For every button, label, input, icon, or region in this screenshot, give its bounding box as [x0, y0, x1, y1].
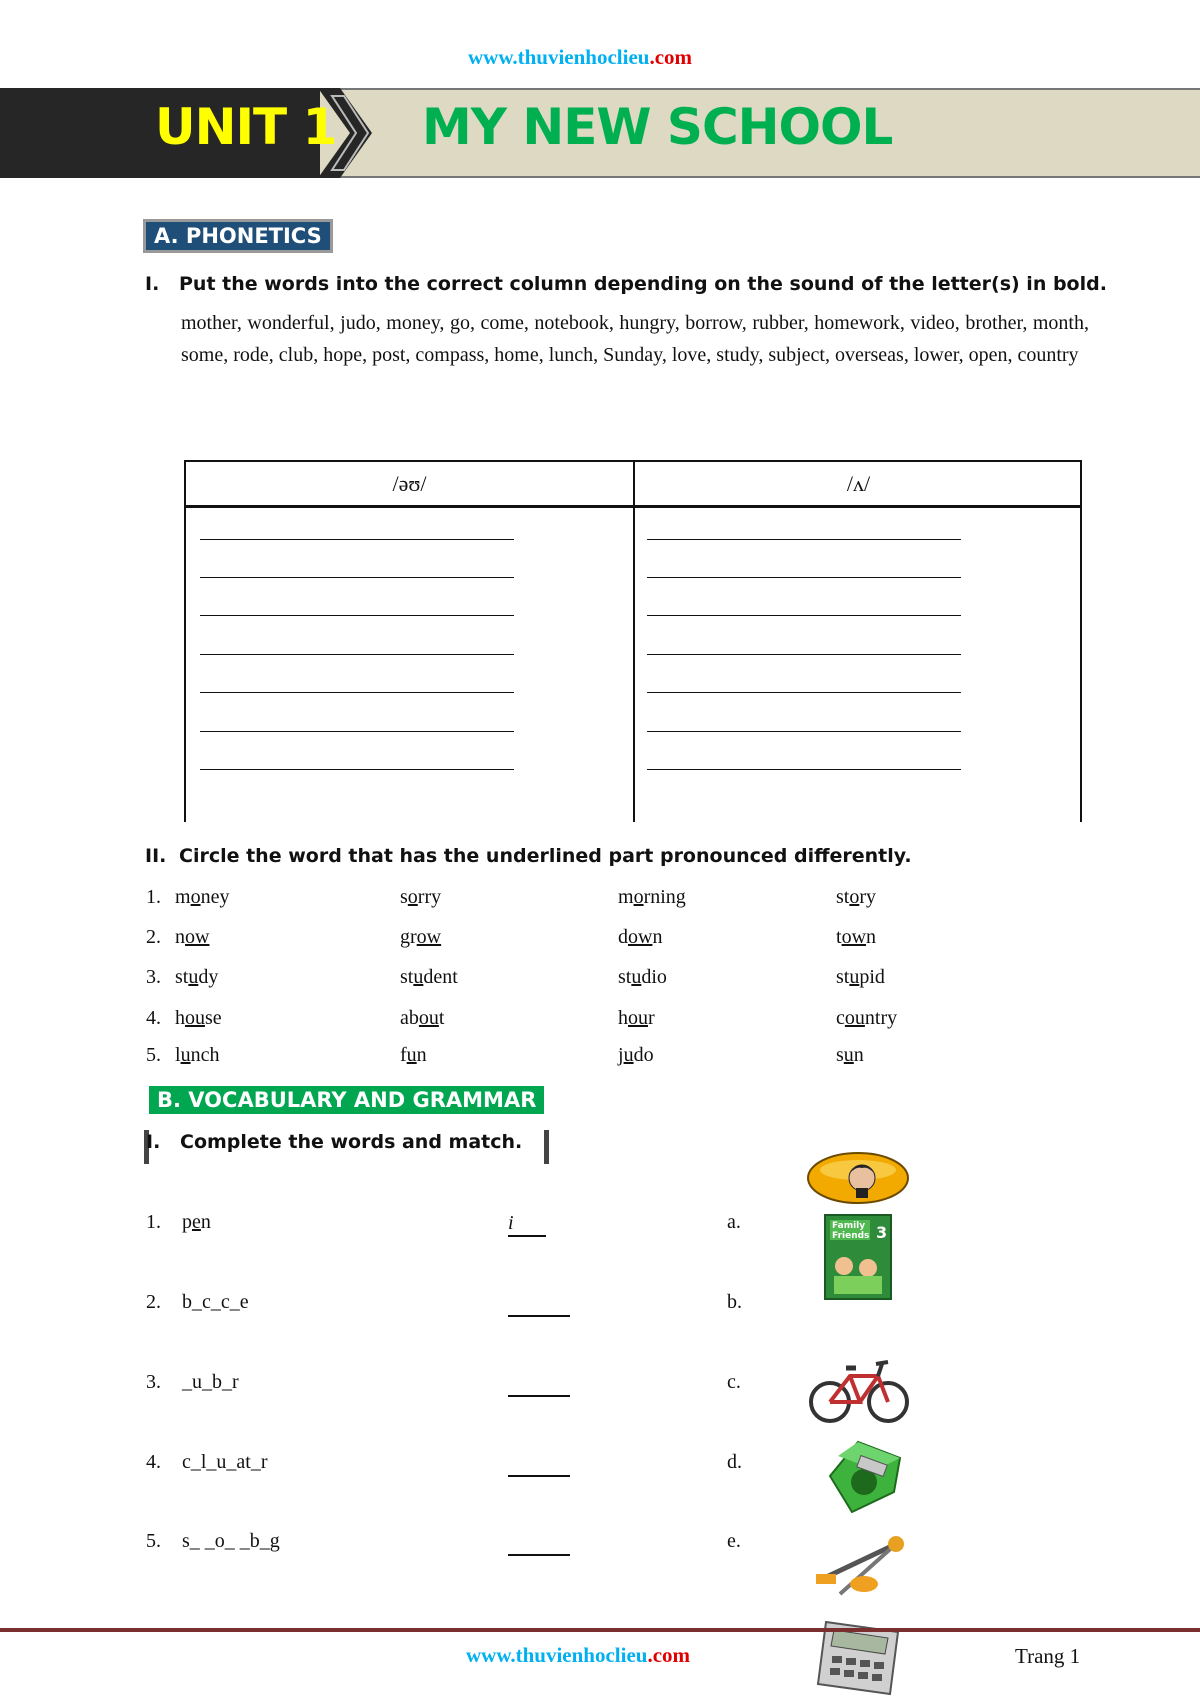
- word-part: dio: [641, 966, 667, 988]
- word-part: m: [175, 886, 191, 908]
- box-right-bar: [544, 1130, 549, 1164]
- word-part: h: [175, 1007, 185, 1029]
- word-part: t: [836, 926, 842, 948]
- underlined-part: ow: [416, 926, 442, 948]
- ex2-word-option[interactable]: [836, 926, 876, 949]
- word-part: d: [618, 926, 628, 948]
- ex2-word-option[interactable]: [175, 926, 209, 949]
- col-header-ou: /əʊ/: [186, 462, 633, 508]
- match-letter: a.: [727, 1211, 741, 1233]
- answer-blank-uh[interactable]: [647, 539, 961, 540]
- ex2-number: II.: [145, 845, 167, 867]
- answer-blank-ou[interactable]: [200, 731, 514, 732]
- word-part: f: [400, 1044, 407, 1066]
- word-list: mother, wonderful, judo, money, go, come, notebook, hungry, borrow, rubber, homework, video, brother, month, some, rode, club, hope, post, compass, home, lunch, Sunday, love, study, subject, overseas, lower, open, country: [181, 312, 1089, 366]
- phonetics-table: [184, 460, 1082, 822]
- underlined-part: u: [188, 966, 199, 988]
- ex2-word-option[interactable]: [836, 966, 885, 989]
- underlined-part: o: [407, 886, 418, 908]
- match-answer-blank[interactable]: [508, 1395, 570, 1397]
- match-letter: e.: [727, 1530, 741, 1552]
- underlined-part: u: [406, 1044, 417, 1066]
- match-answer-blank[interactable]: [508, 1475, 570, 1477]
- word-part: t: [438, 1007, 445, 1029]
- underlined-part: ow: [628, 926, 653, 948]
- word-part: pid: [859, 966, 885, 988]
- section-a-tag: A. PHONETICS: [143, 219, 333, 253]
- section-b-tag: B. VOCABULARY AND GRAMMAR: [149, 1086, 544, 1114]
- ex2-word-option[interactable]: [618, 926, 662, 949]
- answer-blank-ou[interactable]: [200, 615, 514, 616]
- b-ex1-number: I.: [146, 1131, 161, 1153]
- word-part: st: [400, 966, 414, 988]
- b-ex1-instruction: [146, 1131, 522, 1153]
- b-ex1-text: Complete the words and match.: [180, 1131, 523, 1153]
- svg-text:Friends: Friends: [832, 1231, 870, 1241]
- match-item-word: pen: [182, 1211, 211, 1233]
- column-divider: [633, 462, 635, 822]
- ex2-word-option[interactable]: [836, 1044, 864, 1067]
- url-domain: www.thuvienhoclieu: [468, 45, 650, 69]
- word-part: nch: [190, 1044, 220, 1066]
- ex1-number: I.: [145, 273, 160, 295]
- match-answer-blank[interactable]: [508, 1554, 570, 1556]
- compass-icon: [810, 1530, 910, 1600]
- word-part: ry: [859, 886, 877, 908]
- match-item-number: 4.: [146, 1451, 161, 1473]
- unit-label: UNIT 1: [155, 98, 337, 156]
- match-item-word: s_ _o_ _b_g: [182, 1530, 280, 1552]
- ex1-text: Put the words into the correct column depending on the sound of the letter(s) in bold.: [179, 273, 1107, 295]
- ex2-row-number: 1.: [146, 886, 161, 908]
- match-item-word: c_l_u_at_r: [182, 1451, 268, 1473]
- ex2-word-option[interactable]: [836, 1007, 897, 1030]
- word-part: st: [618, 966, 632, 988]
- pencil-case-icon: [806, 1150, 910, 1206]
- ex2-word-option[interactable]: [618, 1044, 654, 1067]
- match-letter: b.: [727, 1291, 742, 1313]
- footer-rule: [0, 1628, 1200, 1632]
- match-item-number: 3.: [146, 1371, 161, 1393]
- ex2-word-option[interactable]: [400, 886, 441, 909]
- word-part: s: [836, 1044, 844, 1066]
- word-part: dy: [198, 966, 219, 988]
- match-answer[interactable]: i: [508, 1211, 546, 1237]
- ex2-row-number: 5.: [146, 1044, 161, 1066]
- answer-blank-ou[interactable]: [200, 654, 514, 655]
- col-header-uh: /ʌ/: [635, 462, 1082, 508]
- match-letter: d.: [727, 1451, 742, 1473]
- answer-blank-uh[interactable]: [647, 692, 961, 693]
- ex2-word-option[interactable]: [175, 886, 229, 909]
- underlined-part: u: [849, 966, 860, 988]
- pencil-sharpener-icon: [824, 1436, 904, 1516]
- unit-title: MY NEW SCHOOL: [422, 98, 893, 156]
- word-part: dent: [423, 966, 458, 988]
- book-icon: [824, 1214, 892, 1300]
- unit-banner: [0, 88, 1200, 178]
- underlined-part: ou: [844, 1007, 865, 1029]
- footer-url[interactable]: [466, 1643, 690, 1668]
- match-item-number: 5.: [146, 1530, 161, 1552]
- underlined-part: o: [633, 886, 644, 908]
- word-part: n: [853, 1044, 864, 1066]
- word-part: st: [836, 966, 850, 988]
- underlined-part: u: [631, 966, 642, 988]
- footer-url-tld: .com: [647, 1643, 691, 1667]
- match-item-word: b_c_c_e: [182, 1291, 249, 1313]
- ex2-word-option[interactable]: [400, 966, 458, 989]
- match-letter: c.: [727, 1371, 741, 1393]
- word-part: ab: [400, 1007, 419, 1029]
- answer-blank-uh[interactable]: [647, 769, 961, 770]
- word-part: n: [866, 926, 877, 948]
- underlined-part: o: [190, 886, 201, 908]
- word-part: m: [618, 886, 634, 908]
- word-part: c: [836, 1007, 845, 1029]
- svg-text:Family: Family: [832, 1221, 866, 1231]
- underlined-part: ou: [628, 1007, 648, 1029]
- answer-blank-uh[interactable]: [647, 654, 961, 655]
- ex2-instruction: [145, 845, 912, 867]
- ex2-word-option[interactable]: [400, 1044, 427, 1067]
- answer-blank-ou[interactable]: [200, 769, 514, 770]
- ex1-instruction: [145, 273, 1107, 295]
- answer-blank-uh[interactable]: [647, 615, 961, 616]
- match-item-word: _u_b_r: [182, 1371, 239, 1393]
- word-part: r: [648, 1007, 655, 1029]
- ex2-word-option[interactable]: [618, 966, 667, 989]
- ex2-text: Circle the word that has the underlined part pronounced differently.: [179, 845, 912, 867]
- ex2-row-number: 2.: [146, 926, 161, 948]
- ex2-word-option[interactable]: [175, 1044, 219, 1067]
- answer-blank-uh[interactable]: [647, 577, 961, 578]
- word-part: gr: [400, 926, 417, 948]
- footer-url-domain: www.thuvienhoclieu: [466, 1643, 648, 1667]
- url-tld: .com: [649, 45, 693, 69]
- underlined-part: ou: [418, 1007, 439, 1029]
- word-part: n: [416, 1044, 427, 1066]
- match-answer-blank[interactable]: [508, 1315, 570, 1317]
- word-part: st: [175, 966, 189, 988]
- header-url[interactable]: [468, 45, 692, 70]
- underlined-part: u: [180, 1044, 191, 1066]
- word-part: rning: [643, 886, 686, 908]
- ex2-word-option[interactable]: [175, 966, 218, 989]
- underlined-part: ow: [185, 926, 210, 948]
- word-part: n: [175, 926, 185, 948]
- ex2-row-number: 4.: [146, 1007, 161, 1029]
- page-number: Trang 1: [1015, 1644, 1081, 1668]
- word-part: ntry: [864, 1007, 898, 1029]
- ex2-word-option[interactable]: [400, 926, 441, 949]
- match-item-number: 2.: [146, 1291, 161, 1313]
- word-part: l: [175, 1044, 181, 1066]
- underlined-part: u: [623, 1044, 634, 1066]
- word-part: ney: [200, 886, 230, 908]
- word-part: j: [618, 1044, 624, 1066]
- word-part: st: [836, 886, 850, 908]
- ex2-word-option[interactable]: [836, 886, 876, 909]
- ex2-word-option[interactable]: [618, 886, 686, 909]
- answer-blank-uh[interactable]: [647, 731, 961, 732]
- answer-blank-ou[interactable]: [200, 577, 514, 578]
- underlined-part: u: [413, 966, 424, 988]
- answer-blank-ou[interactable]: [200, 692, 514, 693]
- underlined-part: u: [843, 1044, 854, 1066]
- bicycle-icon: [808, 1356, 910, 1426]
- word-part: n: [652, 926, 663, 948]
- ex2-row-number: 3.: [146, 966, 161, 988]
- underlined-part: o: [849, 886, 860, 908]
- underlined-part: ou: [185, 1007, 205, 1029]
- ex2-word-option[interactable]: [400, 1007, 444, 1030]
- underlined-part: ow: [841, 926, 867, 948]
- ex2-word-option[interactable]: [618, 1007, 655, 1030]
- word-part: do: [633, 1044, 654, 1066]
- ex2-word-option[interactable]: [175, 1007, 222, 1030]
- match-item-number: 1.: [146, 1211, 161, 1233]
- word-part: h: [618, 1007, 628, 1029]
- svg-text:3: 3: [876, 1223, 888, 1242]
- word-part: rry: [417, 886, 442, 908]
- word-part: se: [205, 1007, 222, 1029]
- word-part: s: [400, 886, 408, 908]
- answer-blank-ou[interactable]: [200, 539, 514, 540]
